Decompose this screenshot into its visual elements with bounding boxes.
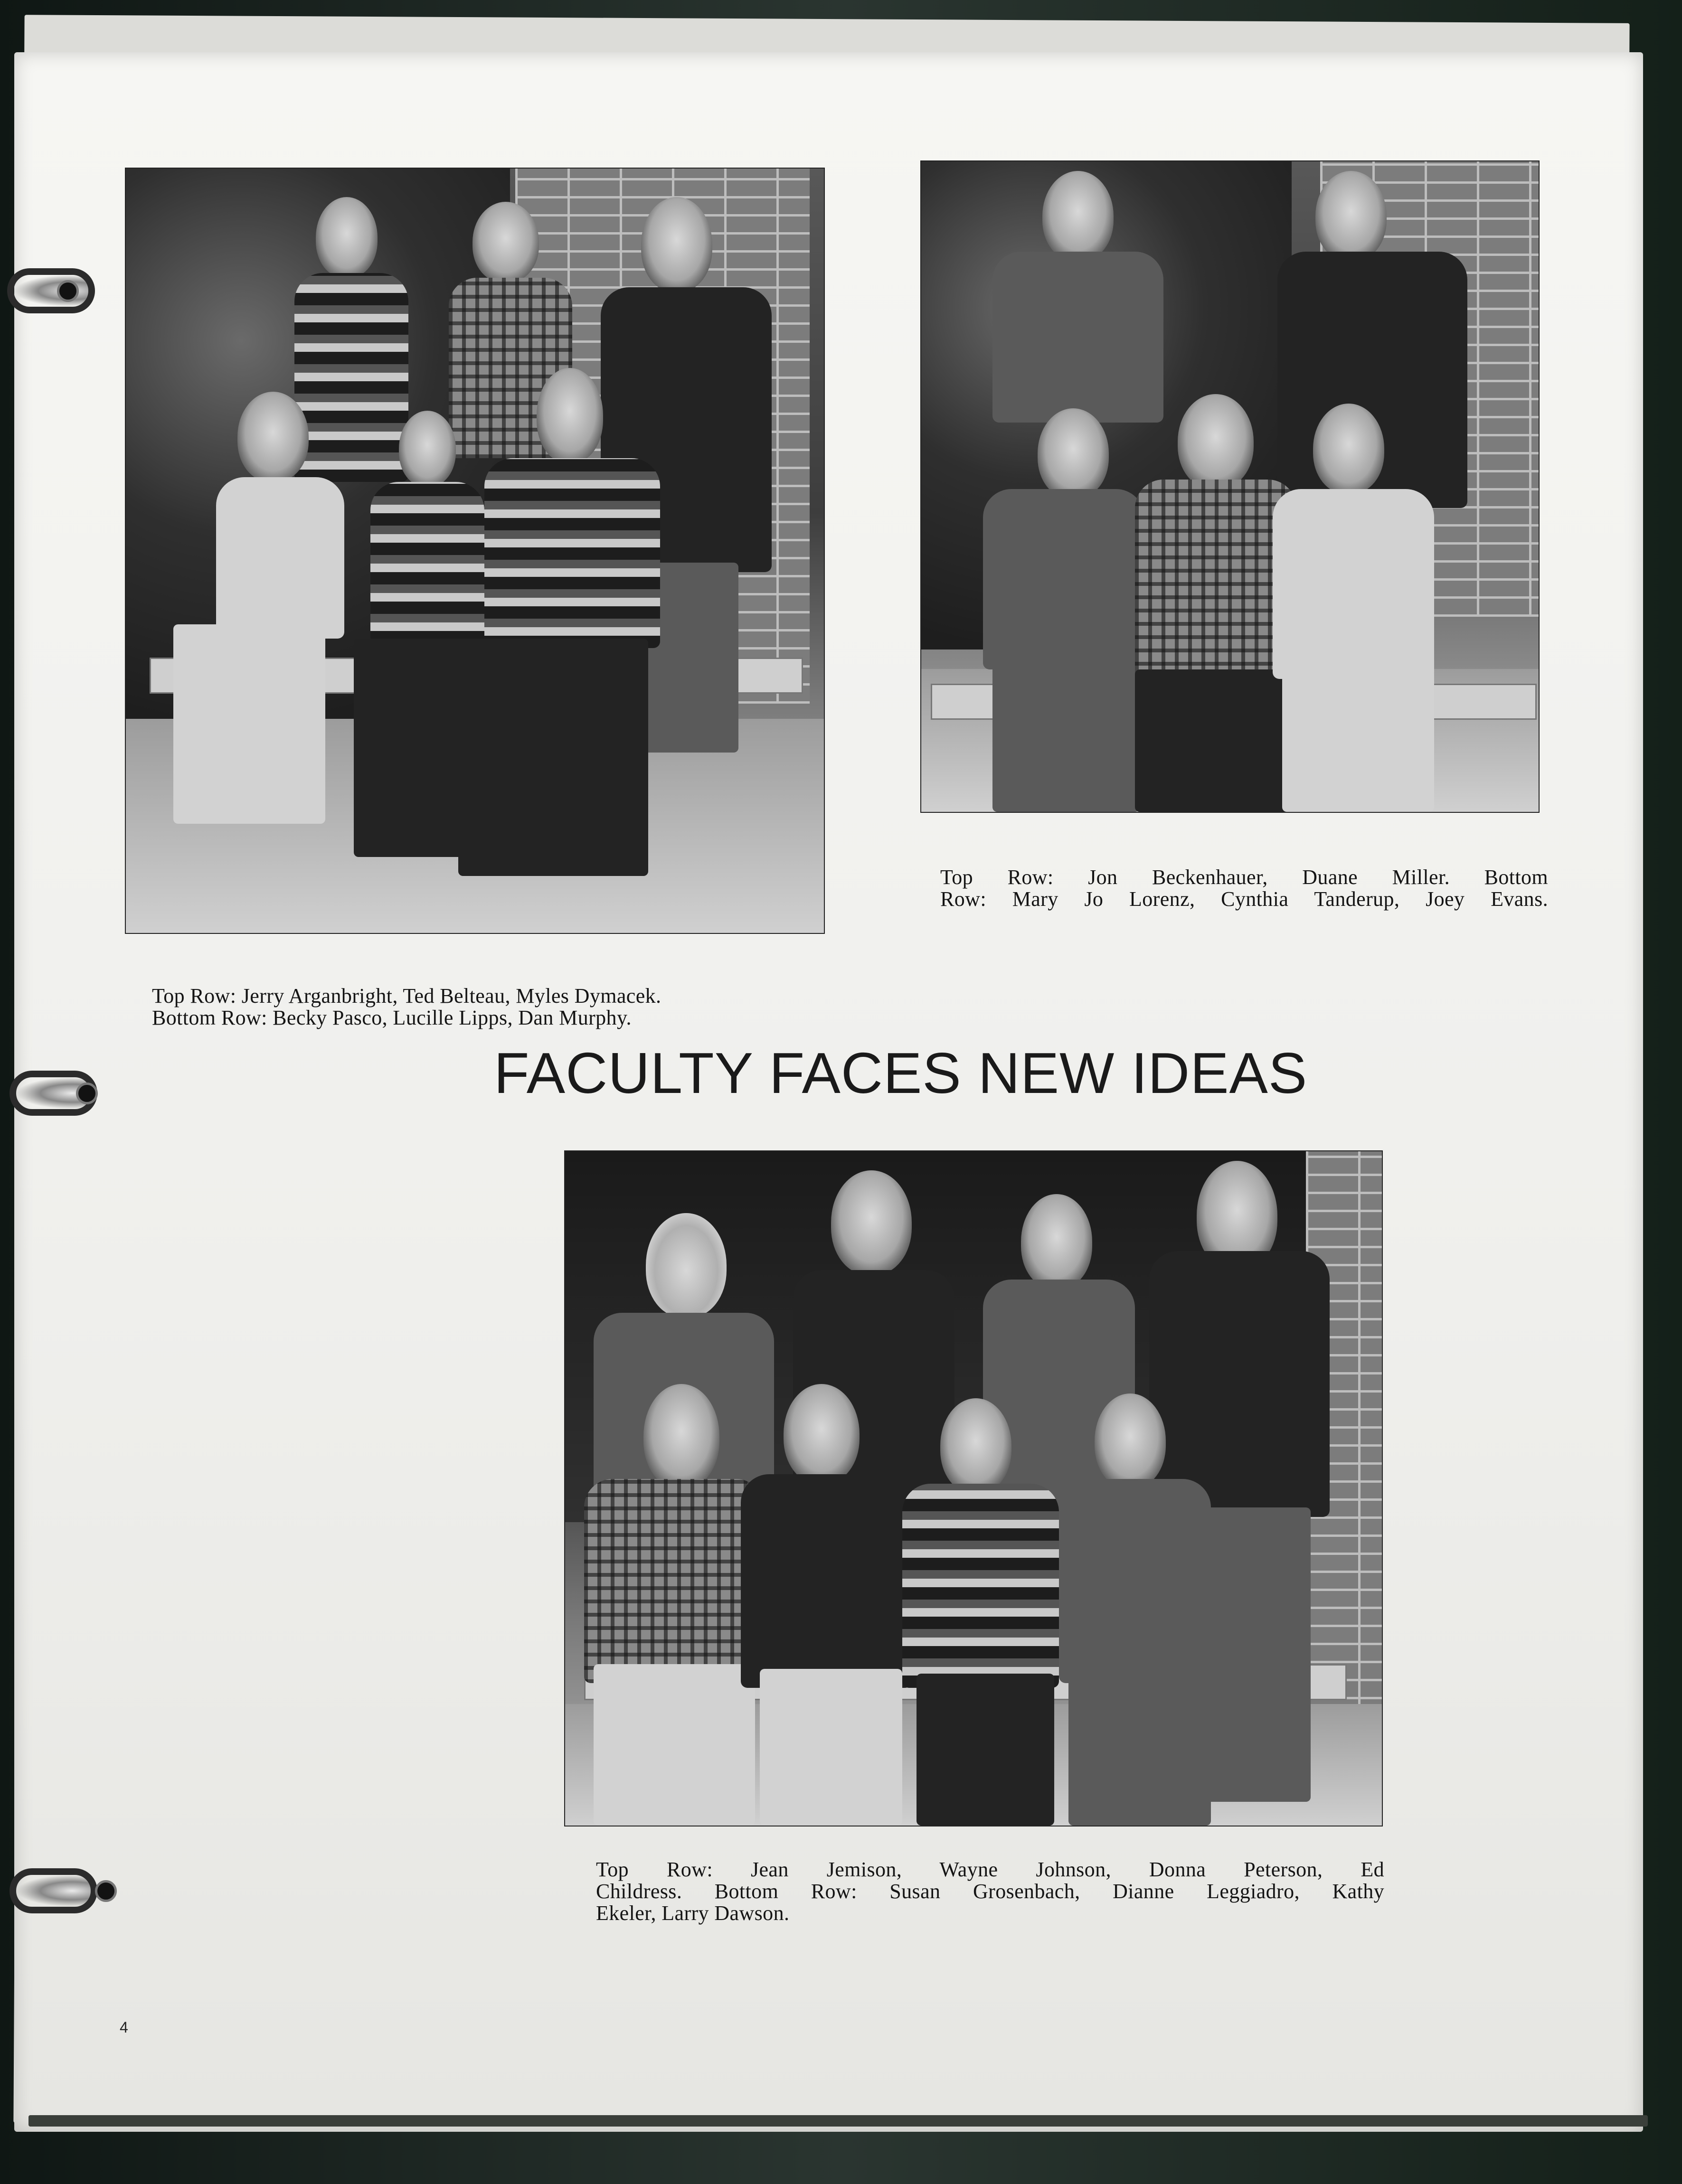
photo-3-caption-end	[596, 1902, 1384, 1924]
binder-hole-icon	[76, 1083, 98, 1104]
photo-3-caption	[596, 1859, 1384, 1902]
caption-line: Top Row: Jon Beckenhauer, Duane Miller. Bottom	[940, 866, 1548, 889]
caption-line: Ekeler, Larry Dawson.	[596, 1902, 790, 1925]
caption-line: Bottom Row: Becky Pasco, Lucille Lipps, Dan Murphy.	[152, 1006, 632, 1029]
binder-ring-icon	[9, 1868, 97, 1913]
photo-1-caption	[152, 985, 850, 1029]
caption-line: Top Row: Jerry Arganbright, Ted Belteau, Myles Dymacek.	[152, 984, 661, 1007]
page-bottom-edge	[28, 2115, 1648, 2127]
binder-hole-icon	[95, 1880, 117, 1902]
group-photo-3	[565, 1151, 1382, 1826]
group-photo-2	[921, 161, 1539, 812]
page-headline: FACULTY FACES NEW IDEAS	[494, 1041, 1308, 1105]
binder-hole-icon	[57, 280, 79, 302]
caption-line: Childress. Bottom Row: Susan Grosenbach, Dianne Leggiadro, Kathy	[596, 1880, 1384, 1903]
page-number: 4	[120, 2019, 128, 2036]
caption-line: Top Row: Jean Jemison, Wayne Johnson, Donna Peterson, Ed	[596, 1858, 1384, 1881]
photo-2-caption	[940, 866, 1548, 910]
binder-ring-icon	[7, 268, 95, 313]
caption-line: Row: Mary Jo Lorenz, Cynthia Tanderup, Joey Evans.	[940, 887, 1548, 911]
group-photo-1	[126, 169, 824, 933]
